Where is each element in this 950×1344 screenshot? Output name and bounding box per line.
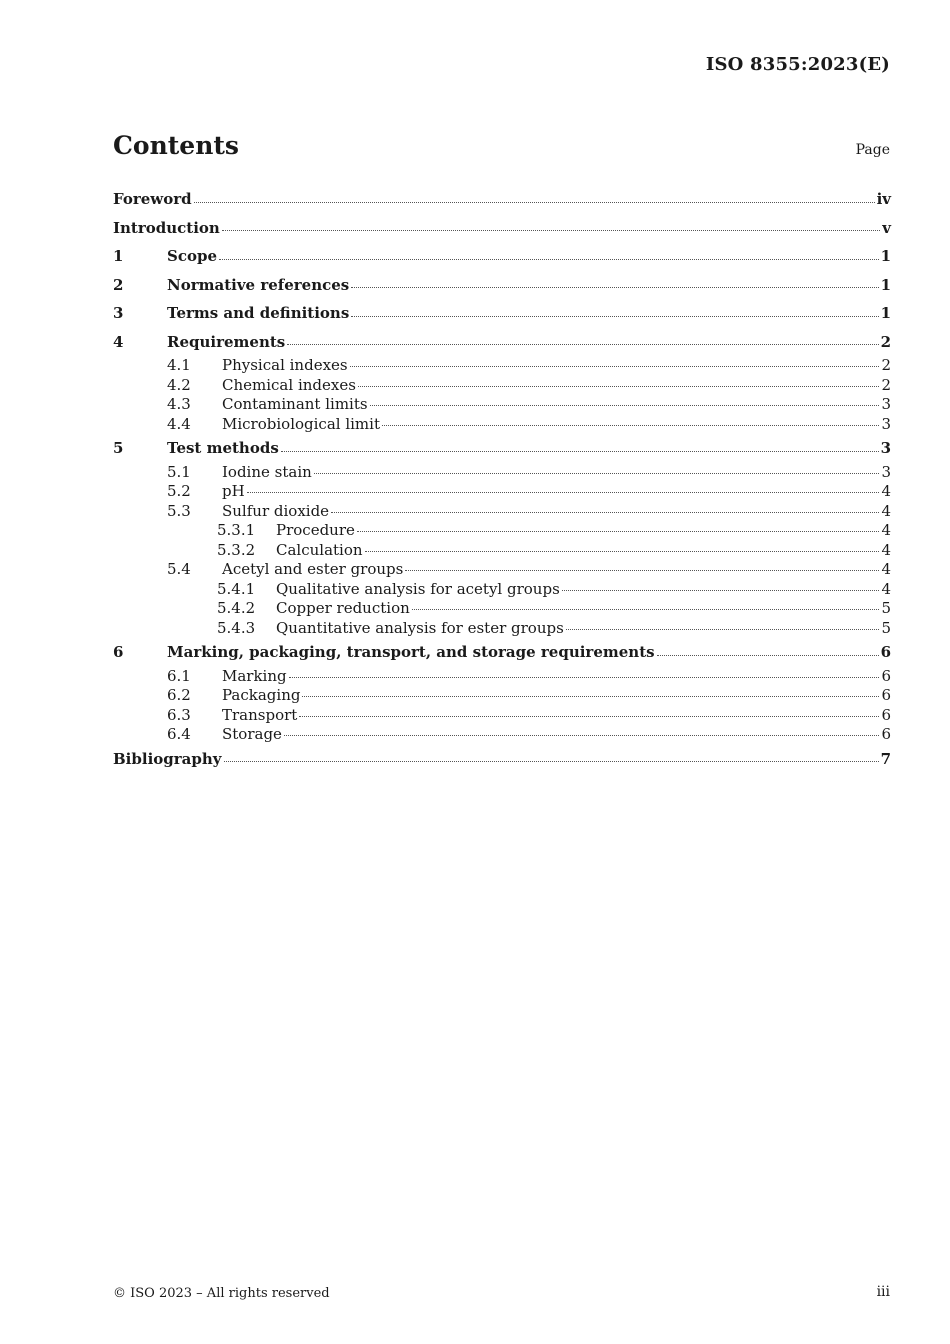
toc-entry[interactable] <box>113 463 891 483</box>
page-column-label: Page <box>855 142 890 158</box>
toc-entry-title: Introduction <box>113 218 220 237</box>
toc-entry-page: 2 <box>880 332 891 351</box>
toc-entry-title: Copper reduction <box>276 599 410 617</box>
toc-entry-title: Chemical indexes <box>222 375 356 394</box>
dot-leader <box>566 629 880 630</box>
toc-entry-title: Calculation <box>276 540 363 559</box>
dot-leader <box>365 551 880 552</box>
dot-leader <box>222 230 880 231</box>
dot-leader <box>247 492 880 493</box>
toc-entry-title: Requirements <box>167 332 286 351</box>
dot-leader <box>299 716 879 717</box>
toc-entry-page: 1 <box>880 304 891 323</box>
dot-leader <box>382 425 879 426</box>
toc-entry[interactable] <box>113 541 891 561</box>
toc-entry-page: 6 <box>881 705 891 724</box>
toc-entry-number: 1 <box>113 247 124 266</box>
toc-entry-number: 3 <box>113 304 124 323</box>
toc-entry-number: 4.4 <box>167 414 191 433</box>
toc-entry[interactable] <box>113 185 891 214</box>
toc-entry[interactable] <box>113 376 891 396</box>
toc-entry-page: 5 <box>881 618 891 637</box>
toc-entry-number: 4.1 <box>167 356 191 374</box>
toc-entry[interactable] <box>113 299 891 328</box>
toc-entry-title: Qualitative analysis for acetyl groups <box>276 579 560 598</box>
toc-entry-page: 6 <box>881 725 891 743</box>
document-id: ISO 8355:2023(E) <box>705 54 890 75</box>
toc-entry[interactable] <box>113 667 891 687</box>
toc-entry-page: 4 <box>881 540 891 559</box>
toc-entry-title: Foreword <box>113 190 192 209</box>
toc-entry[interactable] <box>113 482 891 502</box>
toc-entry-page: 4 <box>881 482 891 500</box>
toc-entry[interactable] <box>113 434 891 463</box>
toc-entry[interactable] <box>113 328 891 357</box>
toc-entry-number: 6.4 <box>167 725 191 743</box>
toc-entry-page: 5 <box>881 599 891 617</box>
toc-entry-page: 6 <box>880 643 891 662</box>
dot-leader <box>289 677 880 678</box>
dot-leader <box>331 512 879 513</box>
dot-leader <box>281 451 879 452</box>
toc-entry-number: 5.1 <box>167 462 191 481</box>
toc-entry-title: Acetyl and ester groups <box>222 560 404 578</box>
toc-entry[interactable] <box>113 745 891 774</box>
toc-entry-number: 4 <box>113 332 124 351</box>
toc-entry-title: Scope <box>167 247 218 266</box>
toc-entry-title: Marking, packaging, transport, and storage requirements <box>167 643 655 662</box>
dot-leader <box>287 344 878 345</box>
toc-entry[interactable] <box>113 638 891 667</box>
toc-entry-title: Storage <box>222 725 282 743</box>
toc-entry-number: 6.1 <box>167 666 191 685</box>
dot-leader <box>562 590 880 591</box>
toc-entry-title: Packaging <box>222 686 301 704</box>
toc-entry-number: 5.3 <box>167 501 191 520</box>
toc-entry[interactable] <box>113 242 891 271</box>
toc-entry-title: Microbiological limit <box>222 414 380 433</box>
toc-entry[interactable] <box>113 560 891 580</box>
toc-entry-title: Quantitative analysis for ester groups <box>276 618 564 637</box>
toc-entry-title: Marking <box>222 666 287 685</box>
toc-entry[interactable] <box>113 502 891 522</box>
toc-entry[interactable] <box>113 686 891 706</box>
toc-entry-number: 4.2 <box>167 375 191 394</box>
toc-entry-page: 4 <box>881 501 891 520</box>
toc-entry-page: iv <box>876 190 891 209</box>
toc-entry-page: 1 <box>880 275 891 294</box>
toc-entry-page: 7 <box>880 749 891 768</box>
dot-leader <box>357 531 880 532</box>
dot-leader <box>358 386 880 387</box>
dot-leader <box>224 761 879 762</box>
toc-entry-number: 5.4.2 <box>217 599 256 617</box>
toc-entry-page: 1 <box>880 247 891 266</box>
toc-entry-page: 4 <box>881 579 891 598</box>
toc-entry[interactable] <box>113 356 891 376</box>
toc-entry-number: 5.4.1 <box>217 579 256 598</box>
toc-entry-page: 4 <box>881 521 891 539</box>
table-of-contents <box>113 185 891 773</box>
toc-entry-number: 5.4 <box>167 560 191 578</box>
toc-entry-page: 3 <box>880 439 891 458</box>
toc-entry-title: pH <box>222 482 245 500</box>
toc-entry[interactable] <box>113 415 891 435</box>
toc-entry[interactable] <box>113 395 891 415</box>
toc-entry-number: 5.3.1 <box>217 521 256 539</box>
toc-entry-title: Iodine stain <box>222 462 312 481</box>
toc-entry-title: Transport <box>222 705 298 724</box>
toc-entry-number: 6 <box>113 643 124 662</box>
dot-leader <box>351 316 878 317</box>
dot-leader <box>405 570 879 571</box>
contents-title: Contents <box>113 131 240 160</box>
toc-entry-page: v <box>882 218 891 237</box>
copyright-notice: © ISO 2023 – All rights reserved <box>113 1286 330 1301</box>
toc-entry-number: 6.2 <box>167 686 191 704</box>
dot-leader <box>412 609 880 610</box>
toc-entry[interactable] <box>113 521 891 541</box>
toc-entry[interactable] <box>113 706 891 726</box>
toc-entry-title: Contaminant limits <box>222 395 368 413</box>
toc-entry-page: 6 <box>881 686 891 704</box>
dot-leader <box>194 202 875 203</box>
toc-entry-page: 4 <box>881 560 891 578</box>
toc-entry[interactable] <box>113 725 891 745</box>
toc-entry-number: 4.3 <box>167 395 191 413</box>
toc-entry-number: 5.3.2 <box>217 540 256 559</box>
dot-leader <box>657 655 879 656</box>
dot-leader <box>370 405 880 406</box>
dot-leader <box>219 259 879 260</box>
toc-entry-title: Physical indexes <box>222 356 348 374</box>
toc-entry-number: 5.4.3 <box>217 618 256 637</box>
toc-entry-page: 3 <box>881 414 891 433</box>
toc-entry[interactable] <box>113 271 891 300</box>
toc-entry-number: 5 <box>113 439 124 458</box>
toc-entry-page: 6 <box>881 666 891 685</box>
toc-entry-number: 5.2 <box>167 482 191 500</box>
toc-entry-page: 3 <box>881 395 891 413</box>
toc-entry[interactable] <box>113 580 891 600</box>
toc-entry-title: Terms and definitions <box>167 304 350 323</box>
toc-entry-page: 3 <box>881 462 891 481</box>
toc-entry-page: 2 <box>881 356 891 374</box>
toc-entry-title: Test methods <box>167 439 279 458</box>
toc-entry-title: Normative references <box>167 275 350 294</box>
toc-entry[interactable] <box>113 599 891 619</box>
toc-entry[interactable] <box>113 214 891 243</box>
toc-entry-title: Procedure <box>276 521 355 539</box>
dot-leader <box>350 366 880 367</box>
dot-leader <box>314 473 880 474</box>
toc-entry-title: Sulfur dioxide <box>222 501 330 520</box>
dot-leader <box>351 287 878 288</box>
toc-entry-title: Bibliography <box>113 749 222 768</box>
dot-leader <box>284 735 880 736</box>
toc-entry-number: 6.3 <box>167 705 191 724</box>
toc-entry-number: 2 <box>113 275 124 294</box>
page-number: iii <box>876 1284 890 1300</box>
toc-entry-page: 2 <box>881 375 891 394</box>
dot-leader <box>302 696 879 697</box>
toc-entry[interactable] <box>113 619 891 639</box>
